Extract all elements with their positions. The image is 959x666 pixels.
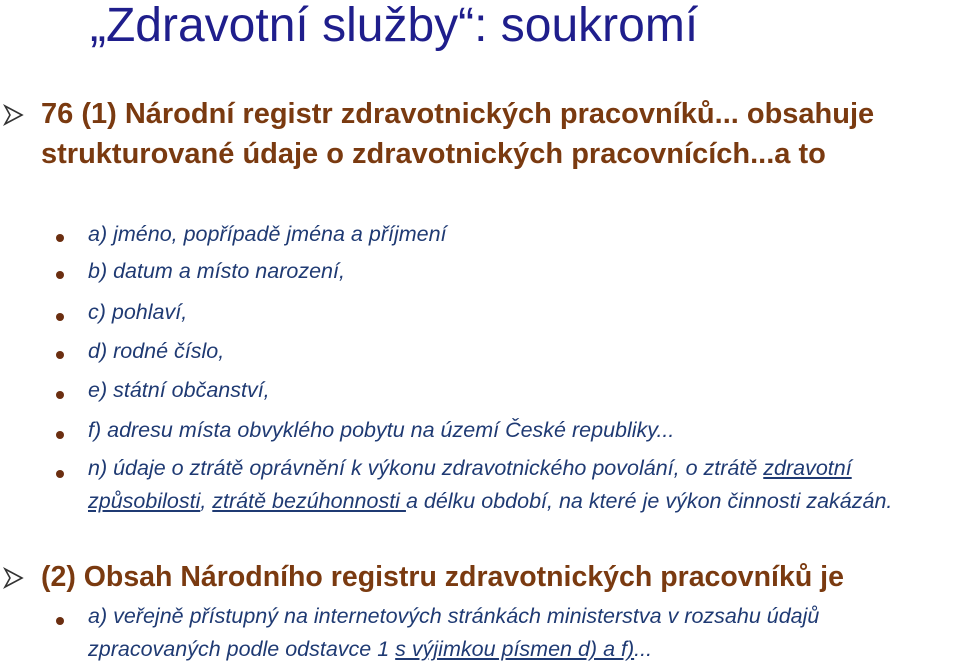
item-a-ellipsis: ... bbox=[634, 637, 653, 661]
arrow-bullet-icon bbox=[3, 567, 25, 589]
point-2-text: (2) Obsah Národního registru zdravotnických pracovníků je bbox=[41, 561, 844, 593]
bullet-icon bbox=[56, 391, 64, 399]
list-item: a) jméno, popřípadě jména a příjmení bbox=[88, 222, 447, 246]
bullet-icon bbox=[56, 313, 64, 321]
list-item: f) adresu místa obvyklého pobytu na území České republiky... bbox=[88, 418, 675, 442]
list-item: c) pohlaví, bbox=[88, 300, 188, 324]
bullet-icon bbox=[56, 431, 64, 439]
link-ztrate-bezuhonnosti[interactable]: ztrátě bezúhonnosti bbox=[212, 489, 406, 513]
item-a-text: a) veřejně přístupný na internetových stránkách ministerstva v rozsahu údajů zpracovaných podle odstavce 1 bbox=[88, 604, 820, 661]
list-item: e) státní občanství, bbox=[88, 378, 270, 402]
bullet-icon bbox=[56, 271, 64, 279]
item-n-text: n) údaje o ztrátě oprávnění k výkonu zdravotnického povolání, o ztrátě bbox=[88, 456, 764, 480]
link-zdravotni-zpusobilosti[interactable]: zdravotní způsobilosti bbox=[88, 456, 852, 513]
bullet-icon bbox=[56, 351, 64, 359]
bullet-icon bbox=[56, 470, 64, 478]
slide-title: „Zdravotní služby“: soukromí bbox=[90, 0, 699, 52]
list-item-a bbox=[88, 600, 953, 666]
bullet-icon bbox=[56, 234, 64, 242]
list-item: b) datum a místo narození, bbox=[88, 259, 345, 283]
item-n-separator: , bbox=[200, 489, 213, 513]
bullet-icon bbox=[56, 617, 64, 625]
arrow-bullet-icon bbox=[3, 104, 25, 126]
list-item: d) rodné číslo, bbox=[88, 339, 225, 363]
link-vyjimka-pismen[interactable]: s výjimkou písmen d) a f) bbox=[395, 637, 635, 661]
point-1-text: 76 (1) Národní registr zdravotnických pracovníků... obsahuje strukturované údaje o zdravotnických pracovnících...a to bbox=[41, 98, 875, 170]
list-item-n bbox=[88, 452, 953, 518]
item-n-text-end: a délku období, na které je výkon činnosti zakázán. bbox=[405, 489, 893, 513]
